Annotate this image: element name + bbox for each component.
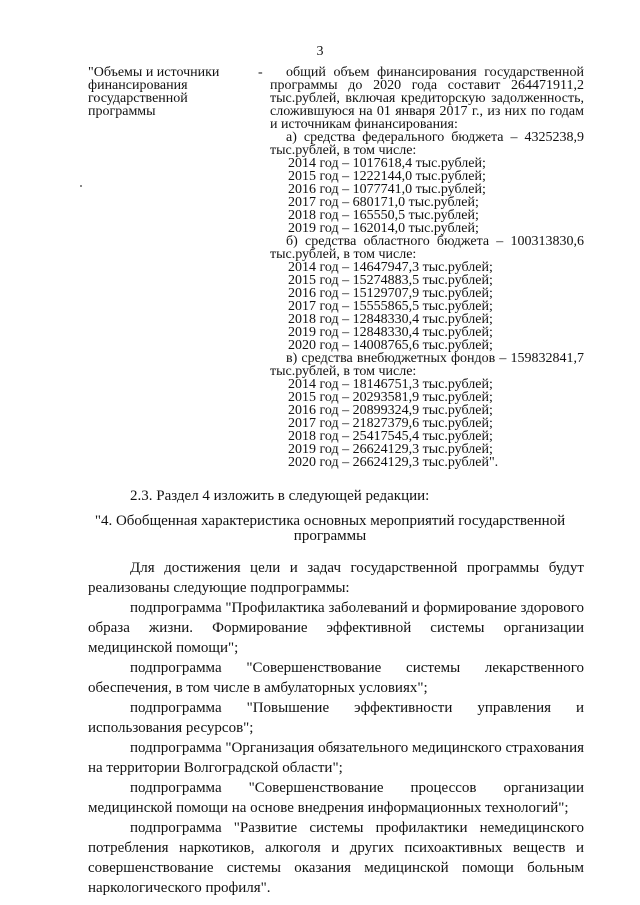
year-line: 2020 год – 14008765,6 тыс.рублей; [288,338,493,353]
year-line: 2014 год – 14647947,3 тыс.рублей; [288,260,493,275]
year-line: 2019 год – 26624129,3 тыс.рублей; [288,442,493,457]
year-line: 2017 год – 680171,0 тыс.рублей; [288,195,479,210]
section-instruction: 2.3. Раздел 4 изложить в следующей редакции: [130,488,430,504]
year-line: 2017 год – 21827379,6 тыс.рублей; [288,416,493,431]
year-line: 2018 год – 165550,5 тыс.рублей; [288,208,479,223]
body-paragraph: подпрограмма "Совершенствование процессов организации медицинской помощи на основе внедрения информационных технологий"; [88,780,584,816]
source-title: в) средства внебюджетных фондов – 159832841,7 тыс.рублей, в том числе: [270,351,584,379]
label-dash: - [258,65,263,80]
scan-mark [80,185,82,187]
year-line: 2019 год – 162014,0 тыс.рублей; [288,221,479,236]
year-line: 2020 год – 26624129,3 тыс.рублей". [288,455,499,470]
body-paragraph: подпрограмма "Повышение эффективности управления и использования ресурсов"; [88,700,584,736]
body-paragraph: подпрограмма "Организация обязательного медицинского страхования на территории Волгоградской области"; [88,740,584,776]
source-federal [270,131,584,235]
year-line: 2016 год – 20899324,9 тыс.рублей; [288,403,493,418]
financing-details [270,66,584,469]
year-line: 2015 год – 20293581,9 тыс.рублей; [288,390,493,405]
page-number: 3 [316,44,324,59]
year-line: 2015 год – 1222144,0 тыс.рублей; [288,169,486,184]
source-title: б) средства областного бюджета – 100313830,6 тыс.рублей, в том числе: [270,234,584,262]
financing-label: "Объемы и источники финансирования государственной программы [88,65,220,119]
body-paragraph: подпрограмма "Развитие системы профилактики немедицинского потребления наркотиков, алкоголя и других психоактивных веществ и совершенствование системы оказания медицинской помощи больным наркологического профиля". [88,820,584,896]
financing-intro: общий объем финансирования государственной программы до 2020 года составит 264471911,2 тыс.рублей, включая кредиторскую задолженность, сложившуюся на 01 января 2017 г., из них по годам и источникам финансирования: [270,65,584,132]
year-line: 2015 год – 15274883,5 тыс.рублей; [288,273,493,288]
source-extrabudgetary [270,352,584,469]
year-line: 2014 год – 1017618,4 тыс.рублей; [288,156,486,171]
body-paragraph: подпрограмма "Совершенствование системы лекарственного обеспечения, в том числе в амбулаторных условиях"; [88,660,584,696]
year-line: 2014 год – 18146751,3 тыс.рублей; [288,377,493,392]
year-line: 2019 год – 12848330,4 тыс.рублей; [288,325,493,340]
source-title: а) средства федерального бюджета – 4325238,9 тыс.рублей, в том числе: [270,130,584,158]
year-line: 2018 год – 12848330,4 тыс.рублей; [288,312,493,327]
year-line: 2018 год – 25417545,4 тыс.рублей; [288,429,493,444]
body-text [88,558,584,898]
year-line: 2016 год – 1077741,0 тыс.рублей; [288,182,486,197]
source-regional [270,235,584,352]
section-heading: "4. Обобщенная характеристика основных мероприятий государственной программы [94,513,566,544]
body-paragraph: подпрограмма "Профилактика заболеваний и формирование здорового образа жизни. Формирование эффективной системы организации медицинской помощи"; [88,600,584,656]
year-line: 2016 год – 15129707,9 тыс.рублей; [288,286,493,301]
year-line: 2017 год – 15555865,5 тыс.рублей; [288,299,493,314]
body-paragraph: Для достижения цели и задач государственной программы будут реализованы следующие подпрограммы: [88,560,584,596]
